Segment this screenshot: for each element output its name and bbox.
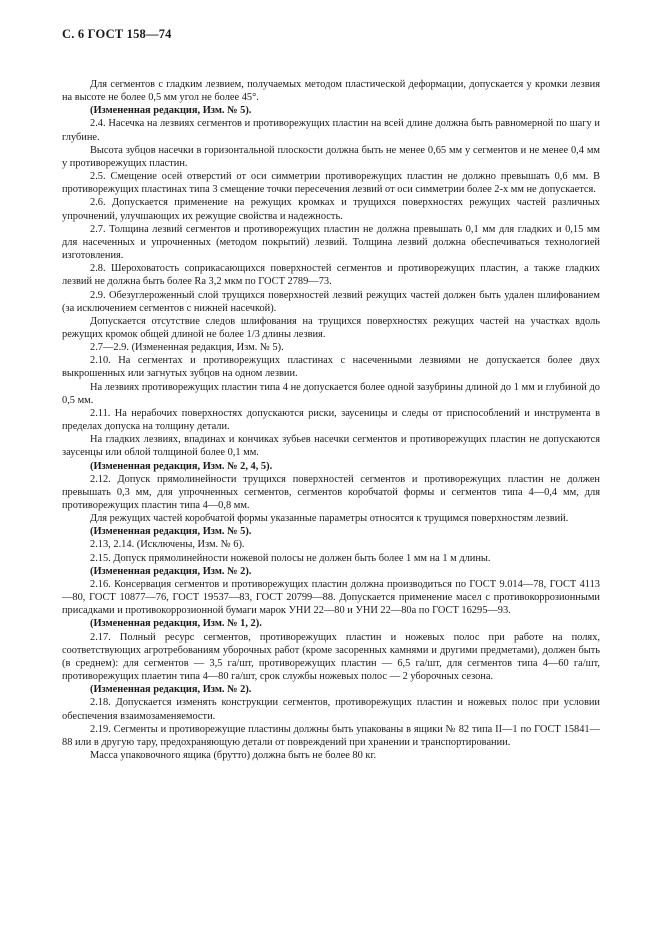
paragraph: Для режущих частей коробчатой формы указанные параметры относятся к трущимся поверхностям лезвий. — [90, 513, 569, 525]
paragraph: 2.15. Допуск прямолинейности ножевой полосы не должен быть более 1 мм на 1 м длины. — [90, 552, 491, 564]
paragraph: 2.4. Насечка на лезвиях сегментов и противорежущих пластин на всей длине должна быть равномерной по шагу и глубине. — [62, 118, 600, 143]
paragraph: 2.16. Консервация сегментов и противорежущих пластин должна производиться по ГОСТ 9.014—78, ГОСТ 4113—80, ГОСТ 10877—76, ГОСТ 19537—83, ГОСТ 20799—88. Допускается применение масел с противокоррозионными присадками и противокоррозионной бумаги марок УНИ 22—80 и УНИ 22—80а по ГОСТ 16295—93. — [62, 578, 600, 617]
amendment-note: (Измененная редакция, Изм. № 5). — [90, 105, 252, 117]
paragraph: Допускается отсутствие следов шлифования на трущихся поверхностях режущих частей на участках вдоль режущих кромок общей длиной не более 1/3 длины лезвия. — [62, 315, 600, 340]
paragraph: 2.5. Смещение осей отверстий от оси симметрии противорежущих пластин не должно превышать 0,6 мм. В противорежущих пластинах типа 3 смещение точки пересечения лезвий от оси симметрии более 2-х мм не допускается. — [62, 171, 600, 196]
paragraph: 2.10. На сегментах и противорежущих пластинах с насеченными лезвиями не допускается более двух выкрошенных или загнутых зубцов на одном лезвии. — [62, 355, 600, 380]
paragraph: 2.12. Допуск прямолинейности трущихся поверхностей сегментов и противорежущих пластин не должен превышать 0,3 мм, для упрочненных сегментов, сегментов коробчатой формы и сегментов типа 4—0,4 мм, для противорежущих пластин типа 4—0,8 мм. — [62, 473, 600, 511]
amendment-note: (Измененная редакция, Изм. № 2). — [90, 684, 252, 696]
paragraph: 2.8. Шероховатость соприкасающихся поверхностей сегментов и противорежущих пластин, а также гладких лезвий не должна быть более Ra 3,2 мкм по ГОСТ 2789—73. — [62, 263, 600, 288]
paragraph: 2.7. Толщина лезвий сегментов и противорежущих пластин не должна превышать 0,1 мм для гладких и 0,15 мм для насеченных и упрочненных (методом покрытий) лезвий. Толщина лезвий должна обеспечиваться технологией изготовления. — [62, 223, 600, 262]
amendment-note: (Измененная редакция, Изм. № 5). — [90, 526, 252, 538]
paragraph: Высота зубцов насечки в горизонтальной плоскости должна быть не менее 0,65 мм у сегментов и не менее 0,4 мм у противорежущих пластин. — [62, 144, 600, 169]
amendment-note: (Измененная редакция, Изм. № 2, 4, 5). — [90, 460, 273, 472]
paragraph: 2.11. На нерабочих поверхностях допускаются риски, заусеницы и следы от приспособлений и инструмента в пределах допуска на толщину детали. — [62, 407, 600, 433]
paragraph: 2.6. Допускается применение на режущих кромках и трущихся поверхностях режущих частей различных упрочнений, улучшающих их режущие свойства и надежность. — [62, 197, 600, 222]
paragraph: 2.9. Обезуглероженный слой трущихся поверхностей лезвий режущих частей должен быть удален шлифованием (за исключением сегментов с нижней насечкой). — [62, 289, 600, 314]
paragraph: 2.19. Сегменты и противорежущие пластины должны быть упакованы в ящики № 82 типа II—1 по ГОСТ 15841—88 или в другую тару, предохраняющую детали от повреждений при хранении и транспортировании. — [62, 723, 600, 748]
paragraph: 2.17. Полный ресурс сегментов, противорежущих пластин и ножевых полос при работе на полях, соответствующих агротребованиям уборочных работ (кроме засоренных камнями и другими предметами), должен быть (в среднем): для сегментов — 3,5 га/шт, противорежущих пластин — 6,5 га/шт, для сегментов типа 4—60 га/шт, противорежущих плаетин типа 4—80 га/шт, срок службы ножевых полос — 2 уборочных сезона. — [62, 631, 600, 683]
paragraph: Масса упаковочного ящика (брутто) должна быть не более 80 кг. — [90, 749, 377, 761]
amendment-note: (Измененная редакция, Изм. № 1, 2). — [90, 618, 262, 630]
paragraph: На лезвиях противорежущих пластин типа 4 не допускается более одной зазубрины длиной до 1 мм и глубиной до 0,5 мм. — [62, 381, 600, 406]
page-header: С. 6 ГОСТ 158—74 — [62, 27, 172, 41]
paragraph: На гладких лезвиях, впадинах и кончиках зубьев насечки сегментов и противорежущих пластин не допускаются заусенцы или облой толщиной более 0,1 мм. — [62, 434, 600, 459]
amendment-note: (Измененная редакция, Изм. № 2). — [90, 565, 252, 577]
paragraph: 2.13, 2.14. (Исключены, Изм. № 6). — [90, 539, 245, 551]
paragraph: 2.18. Допускается изменять конструкции сегментов, противорежущих пластин и ножевых полос при условии обеспечения взаимозаменяемости. — [62, 697, 600, 722]
paragraph: Для сегментов с гладким лезвием, получаемых методом пластической деформации, допускается у кромки лезвия на высоте не более 0,5 мм угол не более 45°. — [62, 79, 600, 104]
paragraph: 2.7—2.9. (Измененная редакция, Изм. № 5). — [90, 342, 284, 354]
document-body — [62, 78, 600, 762]
